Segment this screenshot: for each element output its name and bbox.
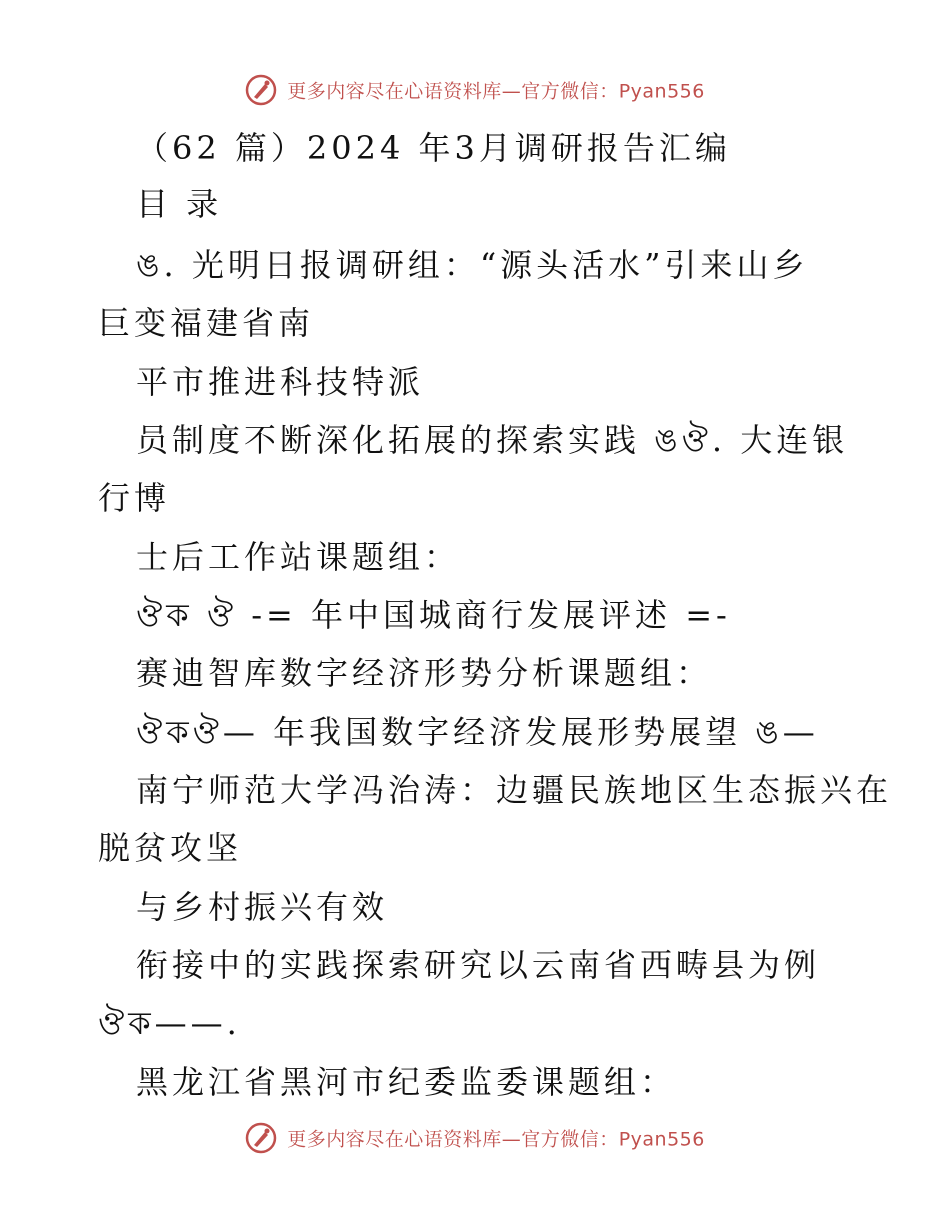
toc-line: 南宁师范大学冯治涛：边疆民族地区生态振兴在 [136,771,893,809]
toc-line: 与乡村振兴有效 [136,888,389,926]
toc-line: 士后工作站课题组： [136,538,461,576]
pen-logo-icon [245,1122,277,1154]
toc-line: 平市推进科技特派 [136,363,425,401]
toc-line: ঔকঔ— 年我国数字经济发展形势展望 ঙ— [136,713,819,751]
toc-line: ঔক——. [98,1004,241,1042]
watermark-text: 更多内容尽在心语资料库—官方微信：Pyan556 [287,80,705,103]
document-title: （62 篇）2024 年3月调研报告汇编 [136,129,731,167]
toc-line: 行博 [98,479,171,517]
watermark-footer [0,1122,950,1154]
watermark-header [0,74,950,106]
toc-line: ঙ. 光明日报调研组：“源头活水”引来山乡 [136,246,809,284]
toc-line: 赛迪智库数字经济形势分析课题组： [136,654,713,692]
toc-line: 巨变福建省南 [98,304,315,342]
toc-line: 黑龙江省黑河市纪委监委课题组： [136,1063,677,1101]
toc-heading: 目 录 [136,185,223,223]
toc-line: ঔক ঔ -= 年中国城商行发展评述 =- [136,596,731,634]
toc-line: 员制度不断深化拓展的探索实践 ঙঔ. 大连银 [136,421,849,459]
toc-line: 衔接中的实践探索研究以云南省西畴县为例 [136,946,821,984]
watermark-text: 更多内容尽在心语资料库—官方微信：Pyan556 [287,1128,705,1151]
toc-line: 脱贫攻坚 [98,829,243,867]
pen-logo-icon [245,74,277,106]
